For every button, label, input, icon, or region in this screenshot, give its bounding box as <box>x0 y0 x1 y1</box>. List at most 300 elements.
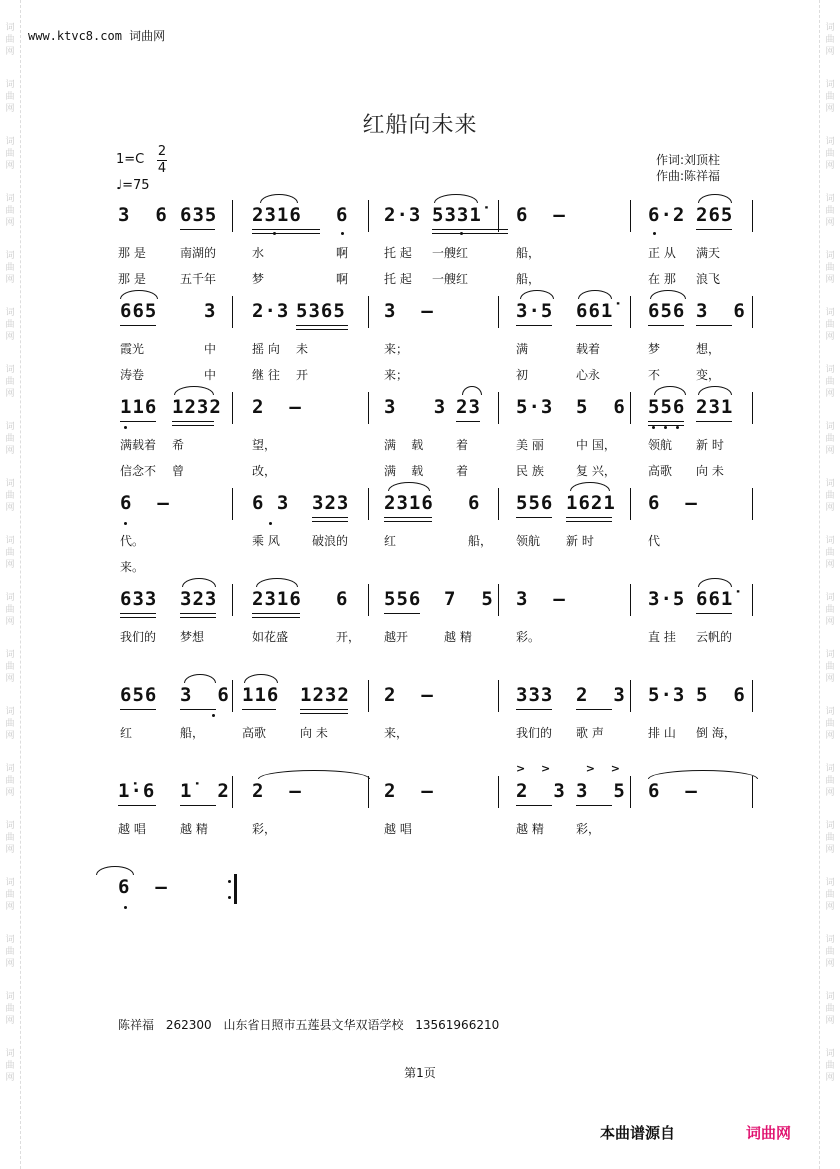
watermark-text: 词 曲 网 <box>825 536 835 570</box>
slur-arc <box>570 482 610 491</box>
lyric-verse-1: 望， <box>252 438 277 452</box>
beam-underline <box>296 329 348 330</box>
lyric-verse-2: 心永 <box>576 368 601 382</box>
bar-line <box>232 296 233 328</box>
song-title: 红船向未来 <box>362 113 478 138</box>
slur-arc <box>698 386 732 395</box>
note-group: 7 5 <box>444 588 494 610</box>
lyric-verse-1: 我们的 <box>120 630 157 644</box>
watermark-text: 词 曲 网 <box>825 764 835 798</box>
lyric-verse-1: 新 时 <box>696 438 724 452</box>
note-group: 6 – <box>648 780 698 802</box>
watermark-text: 词 曲 网 <box>5 308 15 342</box>
watermark-text: 词 曲 网 <box>5 137 15 171</box>
bar-line <box>232 392 233 424</box>
note-group: 5·3 <box>516 396 554 418</box>
lyric-verse-2: 向 未 <box>696 464 724 478</box>
lyric-verse-1: 彩， <box>252 822 277 836</box>
bar-line <box>368 296 369 328</box>
lyric-verse-2: 高歌 <box>648 464 673 478</box>
note-group: 2 3 <box>516 780 566 802</box>
note-group: 1232 <box>172 396 222 418</box>
watermark-text: 词 曲 网 <box>825 308 835 342</box>
bar-line <box>752 296 753 328</box>
beam-underline <box>576 709 612 710</box>
repeat-dot <box>228 880 231 883</box>
site-url: www.ktvc8.com 词曲网 <box>28 29 166 43</box>
watermark-text: 词 曲 网 <box>825 137 835 171</box>
beam-underline <box>252 229 320 230</box>
note-group: 3 – <box>384 300 434 322</box>
note-group: 5331̇ <box>432 204 482 226</box>
note-group: 2 – <box>252 396 302 418</box>
note-group: 2·3 <box>252 300 290 322</box>
bar-line <box>630 296 631 328</box>
note-group: 1232 <box>300 684 350 706</box>
lyric-verse-2: 变， <box>696 368 721 382</box>
lyric-verse-1: 正 从 <box>648 246 676 260</box>
note-group: 665 <box>120 300 158 322</box>
slur-arc <box>96 866 134 875</box>
lyric-verse-1: 越 唱 <box>384 822 412 836</box>
beam-underline <box>384 521 432 522</box>
bar-line <box>232 680 233 712</box>
watermark-text: 词 曲 网 <box>5 935 15 969</box>
beam-underline <box>432 229 508 230</box>
lyric-verse-1: 船， <box>468 534 493 548</box>
note-group: 633 <box>120 588 158 610</box>
note-group: 661̇ <box>576 300 614 322</box>
lyric-verse-1: 直 挂 <box>648 630 676 644</box>
beam-underline <box>516 325 552 326</box>
lyric-verse-1: 破浪的 <box>312 534 349 548</box>
watermark-text: 词 曲 网 <box>825 593 835 627</box>
note-group: 635 <box>180 204 218 226</box>
bar-line <box>630 680 631 712</box>
watermark-text: 词 曲 网 <box>5 821 15 855</box>
lyric-verse-1: 彩。 <box>516 630 541 644</box>
note-group: 2 3 <box>576 684 626 706</box>
octave-dot <box>664 426 667 429</box>
beam-underline <box>696 421 732 422</box>
lyric-verse-2: 浪飞 <box>696 272 721 286</box>
bar-line <box>752 392 753 424</box>
watermark-text: 词 曲 网 <box>5 479 15 513</box>
note-group: 6 <box>336 588 349 610</box>
lyric-verse-1: 向 未 <box>300 726 328 740</box>
beam-underline <box>384 613 420 614</box>
slur-arc <box>120 290 158 299</box>
lyric-verse-1: 船， <box>516 246 541 260</box>
lyric-verse-2: 梦 <box>252 272 265 286</box>
lyric-verse-2: 来。 <box>120 560 145 574</box>
watermark-text: 词 曲 网 <box>5 80 15 114</box>
note-group: 3 3 <box>384 396 447 418</box>
note-group: 6 <box>468 492 481 514</box>
note-group: 2316 <box>252 204 302 226</box>
bar-line <box>368 776 369 808</box>
watermark-text: 词 曲 网 <box>5 764 15 798</box>
watermark-text: 词 曲 网 <box>5 707 15 741</box>
lyric-verse-1: 倒 海， <box>696 726 736 740</box>
lyric-verse-2: 改， <box>252 464 277 478</box>
note-group: 3·5 <box>648 588 686 610</box>
slur-arc <box>648 770 758 779</box>
lyric-verse-2: 信念不 <box>120 464 157 478</box>
note-group: 556 <box>648 396 686 418</box>
beam-underline <box>516 709 552 710</box>
beam-underline <box>180 805 216 806</box>
watermark-text: 词 曲 网 <box>825 878 835 912</box>
beam-underline <box>180 229 215 230</box>
slur-arc <box>650 290 686 299</box>
lyric-verse-1: 高歌 <box>242 726 267 740</box>
watermark-text: 词 曲 网 <box>825 707 835 741</box>
watermark-text: 词 曲 网 <box>5 194 15 228</box>
lyric-verse-2: 船， <box>516 272 541 286</box>
octave-dot <box>124 522 127 525</box>
note-group: 3 6 <box>696 300 746 322</box>
lyric-verse-2: 开 <box>296 368 309 382</box>
watermark-text: 词 曲 网 <box>825 23 835 57</box>
lyric-verse-2: 在 那 <box>648 272 676 286</box>
octave-dot <box>212 714 215 717</box>
lyric-verse-1: 满天 <box>696 246 721 260</box>
lyric-verse-2: 一艘红 <box>432 272 469 286</box>
note-group: 3 – <box>516 588 566 610</box>
watermark-text: 词 曲 网 <box>5 878 15 912</box>
lyricist: 作词:刘顶柱 <box>656 153 721 167</box>
beam-underline <box>312 521 348 522</box>
lyric-verse-2: 民 族 <box>516 464 544 478</box>
bar-line <box>498 680 499 712</box>
lyric-verse-1: 乘 风 <box>252 534 280 548</box>
octave-dot <box>269 522 272 525</box>
beam-underline <box>172 425 214 426</box>
slur-arc <box>256 578 298 587</box>
lyric-verse-1: 红 <box>384 534 397 548</box>
lyric-verse-1: 开， <box>336 630 361 644</box>
beam-underline <box>696 229 732 230</box>
lyric-verse-1: 歌 声 <box>576 726 604 740</box>
lyric-verse-2: 初 <box>516 368 529 382</box>
beam-underline <box>576 325 612 326</box>
source-brand: 词曲网 <box>746 1124 792 1142</box>
note-group: 3 <box>204 300 217 322</box>
lyric-verse-1: 越 精 <box>444 630 472 644</box>
lyric-verse-2: 五千年 <box>180 272 217 286</box>
lyric-verse-1: 美 丽 <box>516 438 544 452</box>
lyric-verse-1: 托 起 <box>384 246 412 260</box>
beam-underline <box>312 517 348 518</box>
beam-underline <box>648 421 684 422</box>
source-label: 本曲谱源自 <box>600 1124 676 1142</box>
beam-underline <box>516 805 552 806</box>
slur-arc <box>654 386 686 395</box>
lyric-verse-2: 啊 <box>336 272 349 286</box>
beam-underline <box>696 325 732 326</box>
bar-line <box>498 200 499 232</box>
lyric-verse-1: 中 国， <box>576 438 616 452</box>
watermark-text: 词 曲 网 <box>825 935 835 969</box>
beam-underline <box>432 233 508 234</box>
bar-line <box>752 488 753 520</box>
watermark-text: 词 曲 网 <box>825 992 835 1026</box>
bar-line <box>368 488 369 520</box>
watermark-text: 词 曲 网 <box>5 650 15 684</box>
note-group: 231 <box>696 396 734 418</box>
beam-underline <box>696 613 732 614</box>
bar-line <box>232 584 233 616</box>
author-contact-info: 陈祥福 262300 山东省日照市五莲县文华双语学校 13561966210 <box>118 1018 500 1032</box>
lyric-verse-1: 啊 <box>336 246 349 260</box>
note-group: 3·5 <box>516 300 554 322</box>
slur-arc <box>258 770 370 779</box>
watermark-text: 词 曲 网 <box>825 821 835 855</box>
slur-arc <box>244 674 278 683</box>
lyric-verse-1: 着 <box>456 438 469 452</box>
lyric-verse-1: 代 <box>648 534 661 548</box>
note-group: 116 <box>242 684 280 706</box>
lyric-verse-1: 船， <box>180 726 205 740</box>
watermark-text: 词 曲 网 <box>825 650 835 684</box>
lyric-verse-1: 满 载 <box>384 438 424 452</box>
beam-underline <box>172 421 214 422</box>
lyric-verse-1: 满载着 <box>120 438 157 452</box>
beam-underline <box>180 709 216 710</box>
lyric-verse-1: 越 精 <box>180 822 208 836</box>
lyric-verse-1: 红 <box>120 726 133 740</box>
note-group: 6 <box>336 204 349 226</box>
beam-underline <box>118 805 156 806</box>
lyric-verse-2: 继 往 <box>252 368 280 382</box>
watermark-text: 词 曲 网 <box>825 251 835 285</box>
note-group: 556 <box>384 588 422 610</box>
note-group: 23 <box>456 396 481 418</box>
lyric-verse-1: 南湖的 <box>180 246 217 260</box>
slur-arc <box>578 290 612 299</box>
repeat-dot <box>228 896 231 899</box>
octave-dot <box>124 426 127 429</box>
lyric-verse-1: 排 山 <box>648 726 676 740</box>
bar-line <box>498 296 499 328</box>
lyric-verse-2: 不 <box>648 368 661 382</box>
beam-underline <box>296 325 348 326</box>
watermark-text: 词 曲 网 <box>825 365 835 399</box>
slur-arc <box>698 194 732 203</box>
note-group: 656 <box>648 300 686 322</box>
lyric-verse-2: 托 起 <box>384 272 412 286</box>
lyric-verse-1: 载着 <box>576 342 601 356</box>
lyric-verse-1: 未 <box>296 342 309 356</box>
composer: 作曲:陈祥福 <box>656 169 721 183</box>
lyric-verse-1: 中 <box>204 342 217 356</box>
lyric-verse-1: 水 <box>252 246 265 260</box>
lyric-verse-2: 涛卷 <box>120 368 145 382</box>
bar-line <box>498 584 499 616</box>
lyric-verse-1: 领航 <box>516 534 541 548</box>
left-watermark-strip <box>0 0 20 1169</box>
lyric-verse-2: 曾 <box>172 464 185 478</box>
note-group: 333 <box>516 684 554 706</box>
lyric-verse-1: 越 精 <box>516 822 544 836</box>
lyric-verse-2: 着 <box>456 464 469 478</box>
beam-underline <box>252 613 300 614</box>
watermark-text: 词 曲 网 <box>5 365 15 399</box>
octave-dot <box>460 232 463 235</box>
beam-underline <box>252 617 300 618</box>
bar-line <box>232 200 233 232</box>
note-group: 556 <box>516 492 554 514</box>
lyric-verse-1: 越开 <box>384 630 409 644</box>
lyric-verse-1: 来， <box>384 726 409 740</box>
note-group: 3 6 <box>118 204 168 226</box>
bar-line <box>752 200 753 232</box>
slur-arc <box>182 578 216 587</box>
lyric-verse-1: 领航 <box>648 438 673 452</box>
note-group: 265 <box>696 204 734 226</box>
time-signature <box>157 144 167 177</box>
note-group: 323 <box>312 492 350 514</box>
lyric-verse-2: 来； <box>384 368 409 382</box>
bar-line <box>752 584 753 616</box>
lyric-verse-1: 一艘红 <box>432 246 469 260</box>
beam-underline <box>576 805 612 806</box>
tempo-marking: ♩=75 <box>116 178 150 193</box>
watermark-text: 词 曲 网 <box>5 23 15 57</box>
note-group: 6 3 <box>252 492 290 514</box>
note-group: 6 – <box>120 492 170 514</box>
bar-line <box>752 680 753 712</box>
bar-line <box>232 776 233 808</box>
bar-line <box>498 392 499 424</box>
slur-arc <box>434 194 478 203</box>
note-group: 323 <box>180 588 218 610</box>
bar-line <box>752 776 753 808</box>
note-group: 2316 <box>384 492 434 514</box>
slur-arc <box>520 290 554 299</box>
page-number: 第1页 <box>404 1066 436 1080</box>
bar-line <box>498 776 499 808</box>
slur-arc <box>174 386 214 395</box>
note-group: 6·2 <box>648 204 686 226</box>
beam-underline <box>300 709 348 710</box>
end-barline <box>234 874 237 904</box>
watermark-text: 词 曲 网 <box>5 992 15 1026</box>
lyric-verse-1: 新 时 <box>566 534 594 548</box>
watermark-text: 词 曲 网 <box>5 536 15 570</box>
time-bottom: 4 <box>157 161 167 176</box>
lyric-verse-1: 如花盛 <box>252 630 289 644</box>
note-group: 1̇ 2 <box>180 780 230 802</box>
lyric-verse-1: 彩， <box>576 822 601 836</box>
beam-underline <box>648 325 684 326</box>
octave-dot <box>341 232 344 235</box>
credits <box>656 152 720 184</box>
key-signature: 1=C <box>116 152 145 167</box>
bar-line <box>368 200 369 232</box>
watermark-text: 词 曲 网 <box>825 1049 835 1083</box>
beam-underline <box>180 613 216 614</box>
beam-underline <box>120 709 156 710</box>
lyric-verse-1: 我们的 <box>516 726 553 740</box>
bar-line <box>368 584 369 616</box>
octave-dot <box>652 426 655 429</box>
page-border-right <box>819 0 820 1169</box>
beam-underline <box>120 617 156 618</box>
lyric-verse-2: 复 兴， <box>576 464 616 478</box>
bar-line <box>630 584 631 616</box>
note-group: 6 – <box>118 876 168 898</box>
lyric-verse-1: 想， <box>696 342 721 356</box>
beam-underline <box>242 709 276 710</box>
lyric-verse-2: 满 载 <box>384 464 424 478</box>
bar-line <box>368 392 369 424</box>
octave-dot <box>676 426 679 429</box>
octave-dot <box>273 232 276 235</box>
beam-underline <box>120 613 156 614</box>
bar-line <box>368 680 369 712</box>
lyric-verse-1: 代。 <box>120 534 145 548</box>
watermark-text: 词 曲 网 <box>5 251 15 285</box>
slur-arc <box>462 386 482 395</box>
note-group: 661̇ <box>696 588 734 610</box>
octave-dot <box>653 232 656 235</box>
note-group: 5 6 <box>696 684 746 706</box>
beam-underline <box>516 517 552 518</box>
slur-arc <box>698 578 732 587</box>
slur-arc <box>260 194 298 203</box>
note-group: 5 6 <box>576 396 626 418</box>
note-group: 656 <box>120 684 158 706</box>
bar-line <box>232 488 233 520</box>
beam-underline <box>566 517 612 518</box>
watermark-text: 词 曲 网 <box>825 80 835 114</box>
note-group: 2·3 <box>384 204 422 226</box>
note-group: 2 – <box>252 780 302 802</box>
note-group: 6 – <box>648 492 698 514</box>
beam-underline <box>120 421 156 422</box>
bar-line <box>630 488 631 520</box>
note-group: 3 6 <box>180 684 230 706</box>
slur-arc <box>388 482 430 491</box>
lyric-verse-1: 那 是 <box>118 246 146 260</box>
lyric-verse-1: 来； <box>384 342 409 356</box>
beam-underline <box>384 517 432 518</box>
watermark-text: 词 曲 网 <box>825 479 835 513</box>
lyric-verse-1: 满 <box>516 342 529 356</box>
bar-line <box>498 488 499 520</box>
note-group: 1621 <box>566 492 616 514</box>
lyric-verse-1: 梦 <box>648 342 661 356</box>
beam-underline <box>120 325 156 326</box>
beam-underline <box>456 421 480 422</box>
lyric-verse-1: 摇 向 <box>252 342 280 356</box>
bar-line <box>630 200 631 232</box>
lyric-verse-1: 云帆的 <box>696 630 733 644</box>
page-border-left <box>20 0 21 1169</box>
watermark-text: 词 曲 网 <box>825 422 835 456</box>
right-watermark-strip <box>820 0 840 1169</box>
lyric-verse-1: 越 唱 <box>118 822 146 836</box>
note-group: 1̇·6 <box>118 780 156 802</box>
octave-dot <box>124 906 127 909</box>
note-group: 2 – <box>384 780 434 802</box>
beam-underline <box>300 713 348 714</box>
note-group: 5·3 <box>648 684 686 706</box>
lyric-verse-1: 霞光 <box>120 342 145 356</box>
slur-arc <box>184 674 216 683</box>
